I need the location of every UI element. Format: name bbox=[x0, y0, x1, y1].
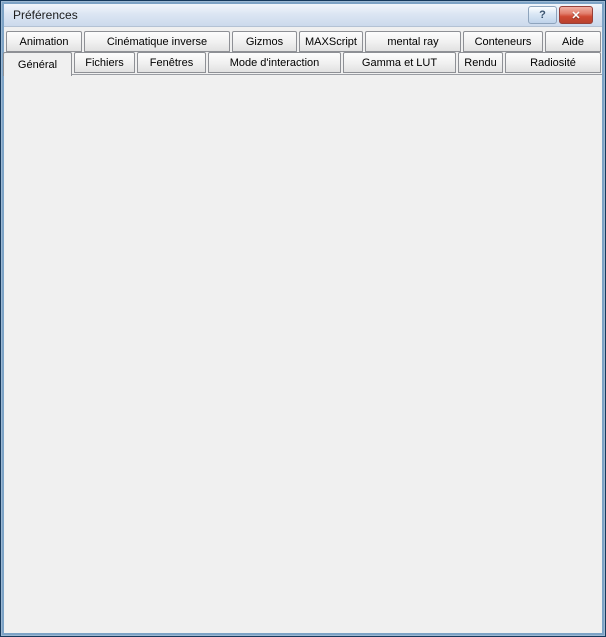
window-title: Préférences bbox=[13, 8, 78, 22]
help-icon: ? bbox=[539, 9, 546, 21]
tab-mental-ray[interactable]: mental ray bbox=[365, 31, 461, 52]
tab-fenetres[interactable]: Fenêtres bbox=[137, 52, 206, 73]
tab-gizmos[interactable]: Gizmos bbox=[232, 31, 297, 52]
tab-cinematique-inverse[interactable]: Cinématique inverse bbox=[84, 31, 230, 52]
tab-conteneurs[interactable]: Conteneurs bbox=[463, 31, 543, 52]
help-button[interactable] bbox=[528, 6, 557, 24]
tab-gamma-lut[interactable]: Gamma et LUT bbox=[343, 52, 456, 73]
general-tab-panel bbox=[4, 74, 602, 633]
close-icon: ✕ bbox=[571, 9, 581, 22]
tab-row-primary bbox=[3, 52, 601, 74]
tab-row-secondary bbox=[6, 31, 601, 52]
titlebar[interactable] bbox=[4, 4, 602, 27]
tab-maxscript[interactable]: MAXScript bbox=[299, 31, 363, 52]
tab-animation[interactable]: Animation bbox=[6, 31, 82, 52]
titlebar-buttons bbox=[528, 6, 593, 24]
tab-radiosite[interactable]: Radiosité bbox=[505, 52, 601, 73]
tab-mode-interaction[interactable]: Mode d'interaction bbox=[208, 52, 341, 73]
tab-fichiers[interactable]: Fichiers bbox=[74, 52, 135, 73]
close-button[interactable] bbox=[559, 6, 593, 24]
tab-aide[interactable]: Aide bbox=[545, 31, 601, 52]
tab-rendu[interactable]: Rendu bbox=[458, 52, 503, 73]
tab-general[interactable]: Général bbox=[3, 52, 72, 76]
